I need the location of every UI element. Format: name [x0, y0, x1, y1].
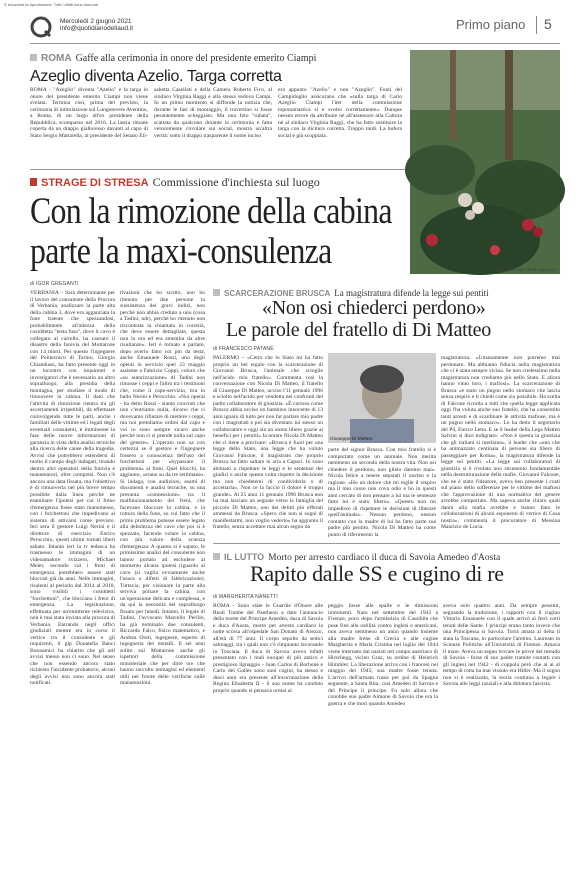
section-title: Primo piano	[456, 17, 526, 32]
header-rule	[30, 43, 560, 44]
subhead-azeglio: Gaffe alla cerimonia in onore del presidente emerito Ciampi	[75, 53, 317, 64]
subhead-brusca: La magistratura difende la legge sui pentiti	[334, 288, 489, 298]
headline-brusca-line2: Le parole del fratello di Di Matteo	[226, 319, 491, 341]
byline-brusca: di FRANCESCO PATANÈ	[213, 346, 274, 352]
stresa-col2: tivazioni che ho scritto, non ho ritenuto per due persone la sussistenza dei gravi indizi, non perché non abbia creduto a uno (cosa a Tadini, ndr), perché ho ritenuto non riscontrata la chiamata in correità, che deve essere dettagliata, questa non lo era ed era smentita da altre risultanze». Ieri è tornato a parlare, dopo averlo fatto coi pm da testa, anche Emanuele Rossi, uno degli operai in servizio quel 23 maggio assieme a Fabrizio Coppi, coloro che «su autorizzazione» di Tadini non rimosse i ceppi e l'altro tra i testimoni che, come il capo-servizio, tira in ballo Nerini e Perocchio. «Noi operai - ha detto Rossi - siamo convinti che non c'entriamo nulla, dicono che ci dovevamo rifiutare di mettere i ceppi, ma noi prendiamo ordini dal capo e voi io sono sempre sicuro anche perché non ci si prende nulla sul capo del genere». L'operaio non sa con certezza se il gestore e l'ingegnere fossero a conoscenza dell'uso del forchettoni per «bypassare il problema» ai freni. Quel blocchi, ha aggiunto, «erano su da tre settimane». Si indaga, con audizioni, esami di documenti e analisi tecniche, su una presunta «connessione» tra il malfunzionamento dei freni, che facevano bloccare la cabina, e la rottura della fune, su cui fatto che il primo problema potesse essere legato alla debolezza del cavo che poi si è spezzato, facendo volare la cabina, con più valore della scienza d'emergenza. A quanto si è saputo, le primissime analisi del consulente non hanno portato ad escludere al momento alcuna ipotesi riguardo al cavo (si vaglia ovviamente anche l'usura o difetti di fabbricazione). Tuttavia, per visionare la parte alla serviva portare la cabina, con un'operazione delicata e complessa, e da qui la necessità del sopralluogo fissato per lunedì. Intanto, il legale di Tadini, l'avvocato Marcello Perillo, ha già nominato due consulenti, Riccardo Falco, fisico matematico, e Andrea Oreti, ingegnere, esperto di ingegneria dei metalli. Il sei anni solito sul Mottarone anche gli ispettori della commissione ministeriale che per ditre ore che hanno raccolto immagini ed elementi utili nei fronte delle verifiche sulle manutenzioni.	[120, 290, 205, 686]
photo-di-matteo	[328, 353, 436, 443]
photo-di-matteo-caption: Giuseppe Di Matteo	[330, 437, 373, 442]
page-header	[30, 14, 560, 38]
kicker-square-brusca	[213, 289, 220, 296]
subhead-lutto: Morto per arresto cardiaco il duca di Savoia Amedeo d'Aosta	[268, 553, 501, 563]
kicker-lutto: IL LUTTO	[224, 552, 265, 562]
lutto-col2: peggio fosse alle spalle e le dimissioni imminenti. Nato nel settembre del 1943 a Firenze, poco dopo l'armistizio di Cassibile che pose fine alle ostilità contro inglesi e americani, non aveva nemmeno un anno quando insieme alla madre Irene di Grecia e alle cugine Margherita e Maria Cristina nel luglio del 1944 viene internato dai nazisti nel campo austriaco di Hirschegg, vicino Graz, su ordine di Heinrich Himmler. La liberazione arriva con i francesi nel maggio del 1945, sua madre fosse tenuta. L'arrivo dell'armata russa per poi da Spagna seguente, a Santa Rita, così Amedeo di Savoia e del Principe il principe. Fu solo allora che conobbe suo padre Aimone di Savoia che era la guerra e che morì quando Amedeo	[328, 603, 438, 707]
article-stresa-kicker	[30, 173, 405, 191]
header-date: Mercoledì 2 giugno 2021	[60, 18, 132, 25]
kicker-stresa: STRAGE DI STRESA	[41, 177, 149, 189]
newspaper-logo-icon	[30, 16, 52, 38]
kicker-brusca: SCARCERAZIONE BRUSCA	[224, 289, 331, 298]
rule-lutto	[213, 543, 560, 544]
headline-lutto: Rapito dalle SS e cugino di re	[250, 561, 504, 586]
header-email: info@quotidianodellaud.it	[60, 25, 134, 32]
headline-stresa-line2: parte la maxi-consulenza	[30, 231, 332, 272]
azeglio-col3: era appunto "Azelio" e non "Azeglio". Fonti del Campidoglio assicurano che «sulla targa di Carlo Azeglio Ciampi l'iter della commissione toponomastica si è svolto correttamente». Dunque nessun errore da attribuire né all'assessore alla Cultura né al sindaco Virginia Raggi, che ha fatto sostituire la targa con la dicitura corretta. Troppo tardi. La bufera social è già scoppiata.	[278, 87, 402, 139]
kicker-red-square	[30, 178, 37, 186]
azeglio-col2: sabetta Casellati e della Camera Roberto Fico, al sindaco Virginia Raggi e alla stessa vedova Campi. In un primo momento si diffonde la notizia che, durante le fasi di montaggio, il travertino si fosse pesantemente scheggiato. Ma una foto "rubata", scattata da qualcuno durante la cerimonia e fatta velocemente circolare sui social, mostra un'altra verità: sotto il drappo trasparente il nome inciso	[154, 87, 272, 139]
header-divider	[536, 16, 537, 34]
article-azeglio	[30, 48, 405, 86]
brusca-col1: PALERMO – «Certo che lo Stato mi ha fatto proprio un bel regalo con la scarcerazione di Giovanni Brusca, l'animale che scioglie nell'acido mio fratello». Commenta così la conversazione con Nicola Di Matteo, il fratello di Giuseppe Di Matteo, ucciso l'11 gennaio 1996 e sciolto nell'acido per vendetta nei confronti del padre collaboratore di giustizia. «È curioso come Brusca abbia ucciso un bambino innocente di 13 anni ignaro di tutto per non far parlare mio padre con i magistrati e poi sia diventato lui stesso un collaboratore e oggi sia un uomo libero grazie ai benefici per i pentiti» fa notare Nicola Di Matteo che ci tiene a precisare: «Brusca è fuori per una legge dello Stato, una legge che ha voluto Giovanni Falcone, il magistrato che proprio Brusca ha fatto saltare in aria a Capaci. Io sono abituato a rispettare le leggi e le sentenze dei giudici e anche questa volta rispetto la decisione ma non chiedetemi di condividerla o di accettarla». Non ce la faccio il dolore è troppo grande». Ai 25 anni 11 gennaio 1996 Brusca non ha mai lasciato un segnale verso la famiglia del piccolo Di Matteo, uno dei delitti più efferati ammessi da Brusca. «Spero che non si sogni di manifestarmi, non voglio vederlo» ha aggiunto il fratello, senza accettare mai alcun segno da	[213, 355, 323, 530]
rule-stresa	[30, 169, 405, 170]
brusca-col3: magistratura. «Umanamente non potremo mai perdonare. Ma abbiamo fiducia nella magistratura che ci è stata sempre vicina. Se non credessimo nella magistratura non crediamo più nello Stato. E allora hanno vinto loro, i mafiosi». La scarcerazione di Brusca «è stato un pugno nello stomaco che lascia senza respiro e ti chiedi come sia possibile. Ha scelta di Falcone ricorda a tutti che quella legge applicata oggi l'ha voluta anche suo fratello, che ha consentito tanti arresti e di scardinare le attività mafiose, ma è un pugno nello stomaco». Lo ha detto il segretario del Pd, Enrico Letta. E se il leader della Lega Matteo Salvini si dice indignato: «Non è questa la giustizia che gli italiani si meritano», il leader che «uno che ha ammazzato centinaia di persone sia libero di passeggiare per Roma», la magistratura difende la legge sui pentiti. «La legge sui collaboratori di giustizia si è rivelata uno strumento fondamentale nella destrutturazione delle mafie. Giovanni Falcone, che ne è stato l'ideatore, aveva ben presente i costi sul piano dello sofferenze per le vittime dei mafiosi che l'approvazione di una normativa del genere avrebbe comportato. Ma sapeva anche chiaro quali danni alla mafia avrebbe e hanno fatto le collaborazioni di alcuni esponenti di vertice di Cosa nostra», commenta il procuratore di Messina Maurizio de Lucia.	[441, 355, 560, 530]
headline-azeglio: Azeglio diventa Azelio. Targa corretta	[30, 68, 282, 85]
byline-lutto: di MARGHERITA NANETTI	[213, 594, 278, 600]
photo-flowers-caption: Fiori sul luogo della tragedia	[495, 268, 555, 273]
kicker-square-lutto	[213, 553, 220, 560]
byline-stresa: di IGOR GREGANTI	[30, 281, 79, 287]
headline-stresa-line1: Con la rimozione della cabina	[30, 191, 392, 232]
kicker-square	[30, 54, 37, 61]
stresa-col1: VERBANIA – Sarà determinante per il lavoro del consulente della Procura di Verbania, analizzare la parte alta della cabina 3, dove era agganciata la fune traente che spezzandosi, probabilmente all'altezza della cosiddetta "testa fusa", dove il cavo è collegato al carrello, ha causato il disastro della funivia del Mottarone con 14 morti. Per questo l'ingegnere del Politecnico di Torino, Giorgio Chiandussi, ha fatto presente oggi in un incontro con inquirenti e investigatori che è necessario un altro sopralluogo, alla presidia della montagna, per studiare il modo di rimuovere la cabina. Il dato che l'attività di rimozione rientra tra gli accertamenti irripetibili, da effettuare coinvolgendo tutte le parti, anche i familiari delle vittime ed i legali degli eventuali consulenti, è imminente la fase delle nuove informazioni di garanzia in vista della analisi tecniche alla ricerca delle cause della tragedia. Avvisi che potrebbero estendersi di molto il campo degli indagati, tirando dentro altri operatori della funivia e manutentori, oltre compresi. Non c'è ancora una data fissata, ma l'obiettivo è di rimuoverla nel più breve tempo possibile dalla linea perché ne esaminare l'ipotesi per cui il freno d'emergenza fosse stato manomesso, con i forchettoni che impedivano al sistema di attivarsi come previsto. Ieri sera il gestore Luigi Nerini e il direttore di esercizio Enrico Perocchio, questi ultimi tornati liberi sabato. Intanto ieri la tv tedesca ha trasmesso le immagini di un videoamatore svizzero, Michael Meier, secondo cui i freni di emergenza potrebbero essere stati bloccati già da anni. Nelle immagini, risalenti al periodo dal 2014 al 2018, sono visibili i cosiddetti "forchettoni", che bloccano i freni di emergenza. La registrazione, effettuata per un'emittente televisiva, non è mai stata inviata alla procura di Verbania. Entrando negli uffici giudiziari mentre era in corso il vertice tra il consulente e gli inquirenti, il gip Donatella Banci Buonamici ha chiarito che gli atti avvisi messo non ci sono. Nel senso che non essendo ancora stato richiesto l'incidente probatorio, alcuni degli avvisi non sono ancora stati notificati.	[30, 290, 115, 686]
azeglio-col1: ROMA - "Azeglio" diventa "Azelio" e la targa in onore del presidente emerito Ciampi non viene svelata. Termina così, prima del previsto, la cerimonia di intitolazione sul Lungotevere Aventino, a Roma, di un largo all'ex presidente della Repubblica, scomparso nel 2016. La lastra rimane coperta da un drappo gialloresso davanti al capo di Stato Sergio Mattarella, al presidente del Senato Eli-	[30, 87, 148, 139]
photo-flowers	[410, 50, 560, 274]
page-number: 5	[544, 16, 552, 32]
lutto-col3: aveva solo quattro anni. Da sempre pessimi, segnando la tradizione, i rapporti con il cugino Vittorio Emanuele con il quale arrivò ai ferri corti tenuti delle Sante. I principi erano tanto invece che una Principessa sì Savoia. Torrà amata al delta il stata la Toscana, in particolare l'aretino. Laureato in Scienze Politiche all'Università di Firenze. Amava il mare. Aveva un segno trovare le prove del testado di Savoia - forse di suo padre tramite contatti con gli inglesi nel 1942 - di coppola però che ai ai al tempo di rotta ha mai vissuto era Hitler. Ma il sogno non si è realizzato, la storia continua a legare i Savoia alle leggi razziali e alla dittatura fascista.	[443, 603, 560, 687]
subhead-stresa: Commissione d'inchiesta sul luogo	[152, 175, 320, 189]
kicker-roma: ROMA	[41, 53, 72, 64]
copyright-note: © riduzione la riproduzione. Tutti i diritti sono riservati	[4, 2, 98, 7]
brusca-col2: parte del signor Brusca. Con mio fratello si è comportato come un animale. Non merita nemmeno un secondo della nostra vita. Non osi chiedere il perdono, non glielo daremo mai». Nicola felice a tenere separati il nucleo e la ragione. «Ho un dolore che mi toglie il respiro ma il mio cuore non cova odio e ho in questi anni cercato di non pensare a lui ma le sentenze fatto lui è stato libero». «Questo non mi impedisce di rispettare le decisioni di liberare quell'animale». Nessun perdono, nessun contatto con la madre di lui ha fatto parte sua padre più pentito. Nicola Di Matteo ha come punto di riferimento la	[328, 447, 436, 538]
lutto-col1: ROMA - Sono state le Guardie d'Onore alle Reali Tombe del Pantheon a dare l'annuncio della morte del Principe Amedeo, duca di Savoia e duca d'Aosta, morto per arresto cardiaco la notte scorsa all'ospedale San Donato di Arezzo, all'età di 77 anni. Il corpo sepolto da sedici salmaggi, tra i quali non c'è rimpianto lavorando in Toscana. Il duca di Savoia aveva infatti presentato con i reali europei di più antico e prestigioso lignaggio - Juan Carlos di Borbone e Carlo del Galles sono suoi cugini, ha stesso e dieci anni era presente all'incoronazione della Regina Elisabetta II - il suo nome ha conduto proprio quando si pensava ormai al	[213, 603, 323, 694]
headline-brusca-line1: «Non osi chiederci perdono»	[262, 297, 486, 319]
